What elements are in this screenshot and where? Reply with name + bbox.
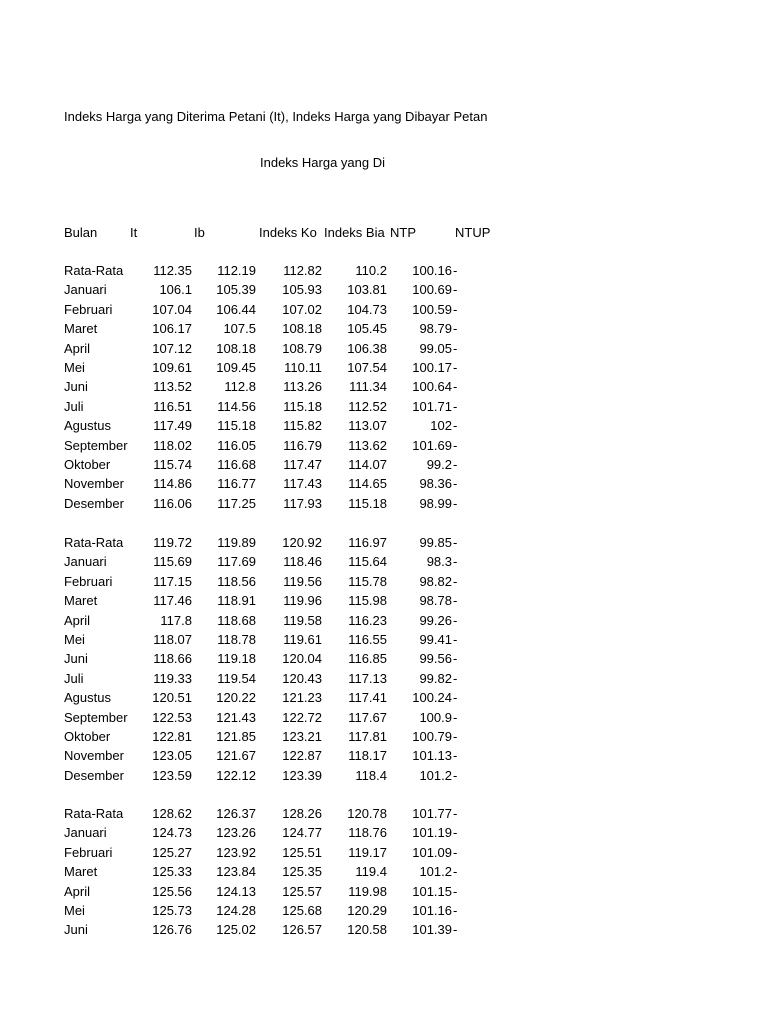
cell-indeks-ko: 119.58 [283, 612, 322, 628]
table-row [0, 748, 768, 767]
cell-it: 125.33 [152, 864, 192, 880]
cell-ntup: - [453, 864, 458, 880]
cell-indeks-ko: 117.47 [283, 457, 322, 472]
cell-indeks-ko: 125.57 [282, 883, 322, 899]
cell-indeks-bia: 104.73 [347, 301, 387, 317]
cell-ib: 109.45 [216, 360, 256, 375]
cell-ntup: - [453, 457, 458, 472]
table-row [0, 768, 768, 787]
cell-ib: 119.89 [217, 535, 256, 550]
cell-ntp: 99.56 [419, 651, 452, 667]
cell-ib: 124.13 [216, 883, 256, 899]
cell-indeks-ko: 123.39 [282, 767, 322, 783]
cell-it: 118.07 [153, 632, 192, 647]
cell-it: 106.1 [159, 282, 192, 298]
cell-ntup: - [453, 437, 458, 453]
cell-ntp: 98.79 [419, 321, 452, 337]
table-row [0, 496, 768, 515]
cell-ib: 123.84 [216, 864, 256, 880]
cell-ntp: 100.16 [412, 263, 452, 278]
cell-ib: 117.69 [217, 554, 256, 570]
table-row [0, 671, 768, 690]
cell-it: 115.69 [153, 554, 192, 570]
cell-bulan: Rata-Rata [64, 535, 124, 550]
cell-ib: 112.8 [224, 379, 256, 395]
cell-ntp: 98.36 [419, 476, 452, 492]
cell-bulan: April [64, 340, 91, 356]
cell-indeks-ko: 110.11 [284, 360, 322, 375]
cell-indeks-bia: 117.67 [348, 709, 387, 725]
cell-bulan: Mei [64, 903, 85, 918]
cell-it: 113.52 [153, 379, 192, 395]
cell-ib: 121.67 [216, 748, 256, 764]
cell-indeks-bia: 115.64 [348, 554, 387, 570]
cell-it: 114.86 [153, 476, 192, 492]
cell-it: 118.66 [153, 651, 192, 667]
cell-it: 117.46 [153, 593, 192, 609]
cell-indeks-bia: 103.81 [347, 282, 387, 298]
cell-indeks-bia: 113.07 [348, 418, 387, 434]
cell-bulan: Januari [64, 554, 107, 570]
cell-it: 116.06 [153, 495, 192, 511]
cell-ntp: 101.71 [412, 398, 452, 414]
cell-it: 116.51 [153, 398, 192, 414]
cell-it: 125.73 [152, 903, 192, 918]
cell-indeks-ko: 117.43 [283, 476, 322, 492]
cell-indeks-ko: 125.35 [282, 864, 322, 880]
cell-ib: 125.02 [216, 922, 256, 938]
table-row [0, 476, 768, 495]
cell-it: 107.12 [152, 340, 192, 356]
cell-indeks-ko: 125.51 [282, 844, 322, 860]
cell-ntup: - [453, 825, 458, 841]
table-row [0, 884, 768, 903]
header-ntp: NTP [390, 225, 416, 240]
cell-indeks-ko: 124.77 [282, 825, 322, 841]
table-row [0, 864, 768, 883]
cell-ntp: 101.13 [412, 748, 452, 764]
cell-bulan: April [64, 612, 91, 628]
cell-ntup: - [453, 748, 458, 764]
cell-ib: 118.78 [217, 632, 256, 647]
cell-it: 109.61 [152, 360, 192, 375]
cell-ntp: 99.2 [426, 457, 452, 472]
table-row [0, 632, 768, 651]
cell-indeks-bia: 119.4 [355, 864, 387, 880]
cell-bulan: Juni [64, 379, 88, 395]
cell-indeks-bia: 116.55 [348, 632, 387, 647]
cell-it: 115.74 [153, 457, 192, 472]
cell-indeks-bia: 119.98 [348, 883, 387, 899]
cell-ib: 116.68 [217, 457, 256, 472]
cell-ntup: - [453, 767, 458, 783]
cell-ntp: 99.85 [419, 535, 452, 550]
cell-ib: 121.85 [216, 729, 256, 744]
cell-ntp: 101.77 [412, 806, 452, 821]
cell-ntp: 100.59 [412, 301, 452, 317]
cell-bulan: Juli [64, 670, 84, 686]
cell-it: 122.81 [152, 729, 192, 744]
cell-indeks-bia: 116.23 [348, 612, 387, 628]
cell-ntup: - [453, 806, 458, 821]
cell-it: 112.35 [153, 263, 192, 278]
table-row [0, 263, 768, 282]
cell-it: 123.05 [152, 748, 192, 764]
cell-ntp: 100.9 [419, 709, 452, 725]
table-row [0, 341, 768, 360]
cell-indeks-ko: 119.61 [283, 632, 322, 647]
table-row [0, 845, 768, 864]
cell-indeks-bia: 117.13 [348, 670, 387, 686]
cell-ntp: 101.39 [412, 922, 452, 938]
table-row [0, 729, 768, 748]
cell-ib: 114.56 [217, 398, 256, 414]
cell-indeks-bia: 118.4 [355, 767, 387, 783]
cell-bulan: Mei [64, 632, 85, 647]
cell-indeks-bia: 116.97 [348, 535, 387, 550]
cell-ntup: - [453, 844, 458, 860]
cell-indeks-ko: 120.04 [282, 651, 322, 667]
table-row [0, 613, 768, 632]
cell-ntp: 101.2 [419, 864, 452, 880]
cell-ntp: 98.3 [426, 554, 452, 570]
table-row [0, 651, 768, 670]
cell-bulan: Desember [64, 767, 124, 783]
cell-ntp: 100.79 [412, 729, 452, 744]
cell-ntp: 101.16 [412, 903, 452, 918]
cell-indeks-ko: 116.79 [283, 437, 322, 453]
cell-it: 124.73 [152, 825, 192, 841]
cell-it: 119.72 [153, 535, 192, 550]
cell-bulan: Oktober [64, 457, 111, 472]
cell-ntp: 100.24 [412, 690, 452, 706]
cell-ntp: 101.19 [412, 825, 452, 841]
cell-indeks-ko: 121.23 [282, 690, 322, 706]
cell-ntup: - [453, 360, 458, 375]
cell-indeks-bia: 110.2 [355, 263, 387, 278]
cell-indeks-bia: 119.17 [348, 844, 387, 860]
cell-indeks-ko: 107.02 [282, 301, 322, 317]
cell-ib: 124.28 [216, 903, 256, 918]
cell-indeks-bia: 112.52 [348, 398, 387, 414]
cell-ntup: - [453, 282, 458, 298]
cell-indeks-ko: 117.93 [283, 495, 322, 511]
cell-ib: 118.91 [217, 593, 256, 609]
cell-ib: 112.19 [217, 263, 256, 278]
cell-indeks-bia: 114.65 [348, 476, 387, 492]
cell-ntp: 102 [430, 418, 452, 434]
cell-ntup: - [453, 651, 458, 667]
cell-indeks-bia: 106.38 [347, 340, 387, 356]
cell-ntup: - [453, 535, 458, 550]
cell-indeks-ko: 115.18 [283, 398, 322, 414]
cell-ntup: - [453, 476, 458, 492]
cell-indeks-bia: 118.17 [348, 748, 387, 764]
cell-it: 120.51 [152, 690, 192, 706]
cell-ib: 116.05 [217, 437, 256, 453]
cell-it: 107.04 [152, 301, 192, 317]
cell-indeks-bia: 117.41 [348, 690, 387, 706]
table-row [0, 438, 768, 457]
table-row [0, 535, 768, 554]
cell-ntp: 98.82 [419, 573, 452, 589]
cell-ib: 119.54 [217, 670, 256, 686]
cell-bulan: Agustus [64, 690, 111, 706]
cell-ntup: - [453, 612, 458, 628]
cell-bulan: Juli [64, 398, 84, 414]
cell-indeks-bia: 117.81 [348, 729, 387, 744]
cell-indeks-bia: 115.78 [348, 573, 387, 589]
cell-ntup: - [453, 729, 458, 744]
cell-ntup: - [453, 690, 458, 706]
cell-it: 125.56 [152, 883, 192, 899]
cell-ib: 123.92 [216, 844, 256, 860]
cell-ib: 107.5 [223, 321, 256, 337]
cell-indeks-bia: 116.85 [348, 651, 387, 667]
table-row [0, 690, 768, 709]
cell-indeks-ko: 120.92 [282, 535, 322, 550]
header-it: It [130, 225, 138, 240]
cell-bulan: Maret [64, 321, 98, 337]
cell-ntp: 99.26 [419, 612, 452, 628]
header-indeks-bia: Indeks Bia [324, 225, 385, 240]
table-row [0, 710, 768, 729]
table-row [0, 593, 768, 612]
cell-ntup: - [453, 321, 458, 337]
cell-indeks-ko: 118.46 [283, 554, 322, 570]
cell-indeks-ko: 119.56 [283, 573, 322, 589]
table-row [0, 574, 768, 593]
cell-ib: 108.18 [216, 340, 256, 356]
cell-ntup: - [453, 554, 458, 570]
cell-bulan: April [64, 883, 91, 899]
table-row [0, 379, 768, 398]
cell-ib: 117.25 [217, 495, 256, 511]
cell-ntp: 100.69 [412, 282, 452, 298]
cell-ib: 119.18 [217, 651, 256, 667]
cell-indeks-bia: 115.18 [348, 495, 387, 511]
table-row [0, 457, 768, 476]
header-bulan: Bulan [64, 225, 98, 240]
cell-bulan: Juni [64, 651, 88, 667]
cell-ntup: - [453, 573, 458, 589]
header-ib: Ib [194, 225, 205, 240]
table-row [0, 418, 768, 437]
cell-indeks-ko: 123.21 [282, 729, 322, 744]
table-row [0, 302, 768, 321]
cell-bulan: Rata-Rata [64, 806, 124, 821]
cell-ib: 105.39 [216, 282, 256, 298]
cell-indeks-ko: 113.26 [283, 379, 322, 395]
cell-it: 123.59 [152, 767, 192, 783]
cell-ntp: 99.05 [419, 340, 452, 356]
cell-ib: 106.44 [216, 301, 256, 317]
cell-indeks-ko: 120.43 [282, 670, 322, 686]
cell-bulan: Maret [64, 864, 98, 880]
cell-it: 106.17 [152, 321, 192, 337]
cell-indeks-bia: 115.98 [348, 593, 387, 609]
cell-bulan: Desember [64, 495, 124, 511]
cell-ntup: - [453, 593, 458, 609]
cell-ib: 116.77 [217, 476, 256, 492]
cell-ntp: 101.09 [412, 844, 452, 860]
table-row [0, 825, 768, 844]
cell-ib: 118.68 [217, 612, 256, 628]
cell-ntup: - [453, 903, 458, 918]
cell-indeks-bia: 120.29 [347, 903, 387, 918]
cell-indeks-ko: 108.18 [282, 321, 322, 337]
cell-it: 119.33 [153, 670, 192, 686]
cell-indeks-ko: 125.68 [282, 903, 322, 918]
cell-bulan: Februari [64, 844, 113, 860]
cell-indeks-ko: 122.72 [282, 709, 322, 725]
cell-indeks-ko: 105.93 [282, 282, 322, 298]
cell-indeks-bia: 107.54 [347, 360, 387, 375]
cell-ib: 115.18 [217, 418, 256, 434]
cell-bulan: Mei [64, 360, 85, 375]
cell-ntp: 100.64 [412, 379, 452, 395]
cell-indeks-bia: 113.62 [348, 437, 387, 453]
cell-bulan: Maret [64, 593, 98, 609]
cell-ib: 123.26 [216, 825, 256, 841]
cell-ib: 121.43 [216, 709, 256, 725]
table-row [0, 282, 768, 301]
cell-ntup: - [453, 263, 458, 278]
cell-it: 125.27 [152, 844, 192, 860]
cell-ntp: 98.78 [419, 593, 452, 609]
cell-indeks-ko: 119.96 [283, 593, 322, 609]
cell-ntup: - [453, 301, 458, 317]
cell-indeks-bia: 111.34 [349, 379, 387, 395]
table-row [0, 399, 768, 418]
cell-ntup: - [453, 670, 458, 686]
cell-it: 117.49 [153, 418, 192, 434]
cell-ntp: 99.82 [419, 670, 452, 686]
cell-bulan: November [64, 748, 124, 764]
cell-ntup: - [453, 883, 458, 899]
cell-bulan: Februari [64, 301, 113, 317]
cell-it: 118.02 [153, 437, 192, 453]
header-indeks-ko: Indeks Ko [259, 225, 317, 240]
cell-bulan: Rata-Rata [64, 263, 124, 278]
cell-bulan: Juni [64, 922, 88, 938]
cell-indeks-bia: 120.78 [347, 806, 387, 821]
cell-indeks-ko: 108.79 [282, 340, 322, 356]
cell-ntup: - [453, 340, 458, 356]
table-row [0, 554, 768, 573]
cell-ntp: 100.17 [412, 360, 452, 375]
cell-ntp: 99.41 [419, 632, 452, 647]
cell-indeks-ko: 128.26 [282, 806, 322, 821]
cell-bulan: September [64, 437, 128, 453]
table-row [0, 922, 768, 941]
cell-ntup: - [453, 495, 458, 511]
cell-ntp: 98.99 [419, 495, 452, 511]
cell-indeks-ko: 115.82 [283, 418, 322, 434]
header-ntup: NTUP [455, 225, 491, 240]
cell-ntp: 101.2 [419, 767, 452, 783]
cell-bulan: Januari [64, 282, 107, 298]
table-row [0, 360, 768, 379]
cell-ib: 126.37 [216, 806, 256, 821]
cell-indeks-bia: 120.58 [347, 922, 387, 938]
cell-bulan: Februari [64, 573, 113, 589]
cell-bulan: September [64, 709, 128, 725]
cell-bulan: Oktober [64, 729, 111, 744]
cell-indeks-ko: 122.87 [282, 748, 322, 764]
cell-ntup: - [453, 379, 458, 395]
cell-bulan: Januari [64, 825, 107, 841]
cell-it: 117.8 [160, 612, 192, 628]
table-row [0, 806, 768, 825]
table-subtitle: Indeks Harga yang Di [260, 155, 386, 170]
cell-bulan: November [64, 476, 124, 492]
cell-indeks-bia: 105.45 [347, 321, 387, 337]
table-row [0, 321, 768, 340]
cell-indeks-ko: 126.57 [282, 922, 322, 938]
cell-ntp: 101.15 [412, 883, 452, 899]
cell-indeks-ko: 112.82 [283, 263, 322, 278]
cell-ib: 120.22 [216, 690, 256, 706]
cell-ib: 122.12 [216, 767, 256, 783]
cell-it: 122.53 [152, 709, 192, 725]
cell-ntup: - [453, 632, 458, 647]
cell-ntp: 101.69 [412, 437, 452, 453]
cell-indeks-bia: 114.07 [348, 457, 387, 472]
cell-bulan: Agustus [64, 418, 111, 434]
table-row [0, 903, 768, 922]
cell-ntup: - [453, 398, 458, 414]
cell-it: 117.15 [153, 573, 192, 589]
cell-it: 128.62 [152, 806, 192, 821]
page-title: Indeks Harga yang Diterima Petani (It), Indeks Harga yang Dibayar Petan [64, 109, 488, 124]
cell-indeks-bia: 118.76 [348, 825, 387, 841]
cell-ntup: - [453, 922, 458, 938]
cell-ntup: - [453, 418, 458, 434]
cell-ntup: - [453, 709, 458, 725]
cell-ib: 118.56 [217, 573, 256, 589]
cell-it: 126.76 [152, 922, 192, 938]
